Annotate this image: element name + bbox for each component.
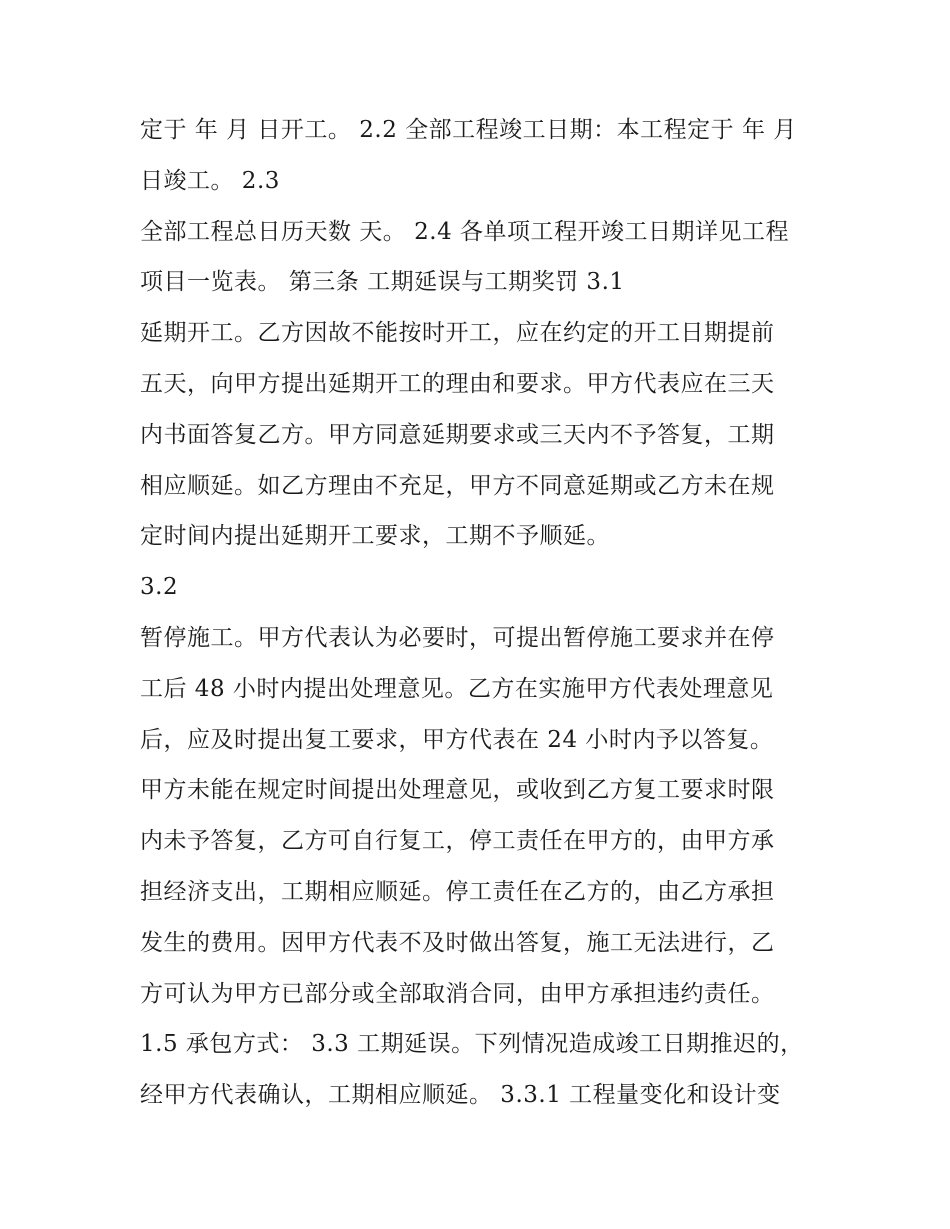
text-line: 内未予答复，乙方可自行复工，停工责任在甲方的，由甲方承 bbox=[140, 828, 775, 855]
text-line: 暂停施工。甲方代表认为必要时，可提出暂停施工要求并在停 bbox=[140, 624, 775, 651]
text-line: 后，应及时提出复工要求，甲方代表在 24 小时内予以答复。 bbox=[140, 726, 774, 753]
text-line: 定于 年 月 日开工。 2.2 全部工程竣工日期：本工程定于 年 月 bbox=[140, 117, 797, 143]
text-line: 五天，向甲方提出延期开工的理由和要求。甲方代表应在三天 bbox=[140, 370, 775, 397]
text-line: 经甲方代表确认，工期相应顺延。 3.3.1 工程量变化和设计变 bbox=[140, 1082, 781, 1109]
text-line: 发生的费用。因甲方代表不及时做出答复，施工无法进行，乙 bbox=[140, 929, 775, 956]
text-line: 项目一览表。 第三条 工期延误与工期奖罚 3.1 bbox=[140, 269, 625, 296]
text-line: 1.5 承包方式： 3.3 工期延误。下列情况造成竣工日期推迟的， bbox=[140, 1031, 804, 1058]
text-line: 担经济支出，工期相应顺延。停工责任在乙方的，由乙方承担 bbox=[140, 878, 775, 905]
text-line: 定时间内提出延期开工要求，工期不予顺延。 bbox=[140, 523, 610, 550]
text-line: 内书面答复乙方。甲方同意延期要求或三天内不予答复，工期 bbox=[140, 421, 775, 448]
text-line: 日竣工。 2.3 bbox=[140, 167, 280, 194]
text-line: 延期开工。乙方因故不能按时开工，应在约定的开工日期提前 bbox=[140, 320, 775, 347]
text-line: 方可认为甲方已部分或全部取消合同，由甲方承担违约责任。 bbox=[140, 980, 775, 1007]
text-line: 相应顺延。如乙方理由不充足，甲方不同意延期或乙方未在规 bbox=[140, 472, 775, 499]
text-line: 全部工程总日历天数 天。 2.4 各单项工程开竣工日期详见工程 bbox=[140, 218, 790, 245]
text-line: 甲方未能在规定时间提出处理意见，或收到乙方复工要求时限 bbox=[140, 777, 775, 804]
text-line: 3.2 bbox=[140, 574, 179, 601]
text-line: 工后 48 小时内提出处理意见。乙方在实施甲方代表处理意见 bbox=[140, 675, 774, 702]
contract-text-body bbox=[140, 105, 830, 1121]
